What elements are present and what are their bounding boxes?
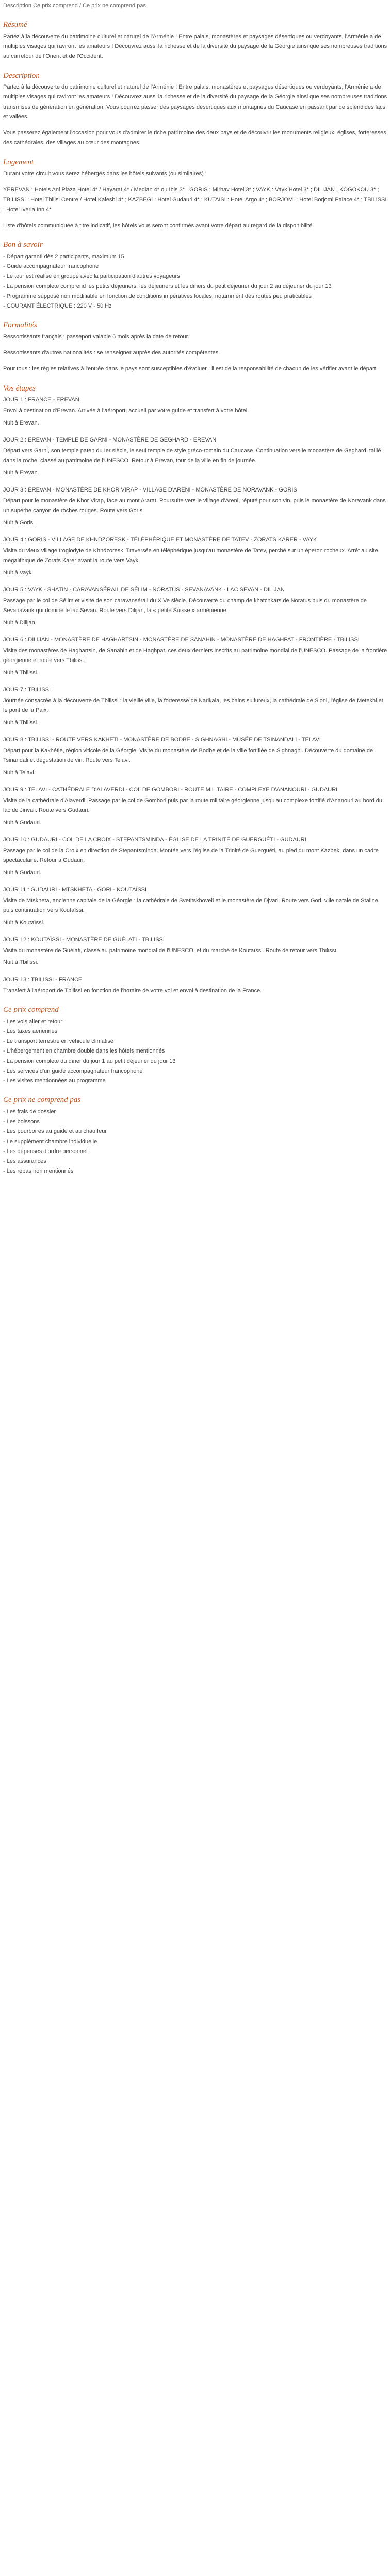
day-title: JOUR 6 : DILIJAN - MONASTÈRE DE HAGHARTSIN - MONASTÈRE DE SANAHIN - MONASTÈRE DE HAGHPAT - FRONTIÈRE - TBILISSI [3, 636, 360, 643]
formalities-paragraph: Ressortissants français : passeport valable 6 mois après la date de retour. [3, 333, 189, 340]
list-item: - Les repas non mentionnés [3, 1168, 74, 1175]
lodging-section [3, 158, 388, 231]
day-lodging: Nuit à Gudauri. [3, 869, 41, 876]
good-to-know-section [3, 240, 388, 311]
list-item: - Programme supposé non modifiable en fonction de conditions impératives locales, notamment des routes peu praticables [3, 293, 312, 299]
formalities-paragraph: Ressortissants d'autres nationalités : se renseigner auprès des autorités compétentes. [3, 350, 220, 356]
list-item: - Les pourboires au guide et au chauffeur [3, 1128, 107, 1135]
day-description: Départ pour la Kakhétie, région viticole de la Géorgie. Visite du monastère de Bodbe et de la ville fortifiée de Sighnaghi. Découverte du domaine de Tsinandali et dégustation de vin. Route vers Telavi. [3, 748, 373, 764]
day-description: Visite du vieux village troglodyte de Khndzoresk. Traversée en téléphérique jusqu'au monastère de Tatev, perché sur un éperon rocheux. Arrêt au site mégalithique de Zorats Karer avant la route vers Vayk. [3, 548, 378, 564]
day-title: JOUR 11 : GUDAURI - MTSKHETA - GORI - KOUTAÏSSI [3, 886, 147, 893]
day-lodging: Nuit à Dilijan. [3, 619, 37, 626]
day-description: Départ pour le monastère de Khor Virap, face au mont Ararat. Poursuite vers le village d'Areni, réputé pour son vin, puis le monastère de Noravank dans un superbe canyon de roches rouges. Route vers Goris. [3, 498, 386, 514]
day-lodging: Nuit à Tbilissi. [3, 959, 39, 966]
description-paragraph: Partez à la découverte du patrimoine culturel et naturel de l'Arménie ! Entre palais, monastères et paysages désertiques ou verdoyants, l'Arménie a de multiples visages qui raviront les amateurs ! Découvrez aussi la richesse et de la diversité du paysage de la Géorgie ainsi que ses nombreuses traditions transmises de génération en génération. Vous pourrez passer des paysages désertiques aux montagnes du Caucase en passant par de splendides lacs et vallées. [3, 84, 387, 120]
day-title: JOUR 13 : TBILISSI - FRANCE [3, 976, 83, 983]
list-item: - Les visites mentionnées au programme [3, 1078, 106, 1084]
list-item: - Les dépenses d'ordre personnel [3, 1148, 88, 1155]
list-item: - Les services d'un guide accompagnateur francophone [3, 1067, 143, 1074]
itinerary-day [3, 535, 388, 578]
day-title: JOUR 12 : KOUTAÏSSI - MONASTÈRE DE GUÉLATI - TBILISSI [3, 936, 165, 943]
list-item: - Les frais de dossier [3, 1108, 56, 1115]
list-item: - Les boissons [3, 1118, 40, 1125]
lodging-paragraph: YEREVAN : Hotels Ani Plaza Hotel 4* / Hayarat 4* / Median 4* ou Ibis 3* ; GORIS : Mirhav Hotel 3* ; VAYK : Vayk Hotel 3* ; DILIJAN : KOGOKOU 3* ; TBILISSI : Hotel Tbilisi Centre / Hotel Kaleshi 4* ; KAZBEGI : Hotel Gudauri 4* ; KUTAISI : Hotel Argo 4* ; BORJOMI : Hotel Borjomi Palace 4* ; TBILISSI : Hotel Iveria Inn 4* [3, 187, 387, 213]
summary-title: Résumé [3, 21, 27, 29]
itinerary-day [3, 735, 388, 778]
day-title: JOUR 9 : TELAVI - CATHÉDRALE D'ALAVERDI - COL DE GOMBORI - ROUTE MILITAIRE - COMPLEXE D'ANANOURI - GUDAURI [3, 786, 338, 793]
itinerary-day [3, 935, 388, 968]
formalities-title: Formalités [3, 321, 37, 330]
list-item: - Le transport terrestre en véhicule climatisé [3, 1038, 113, 1044]
day-lodging: Nuit à Erevan. [3, 469, 39, 476]
day-title: JOUR 3 : EREVAN - MONASTÈRE DE KHOR VIRAP - VILLAGE D'ARENI - MONASTÈRE DE NORAVANK - GORIS [3, 486, 297, 493]
day-description: Journée consacrée à la découverte de Tbilissi : la vieille ville, la forteresse de Narikala, les bains sulfureux, la cathédrale de Sioni, l'église de Metekhi et le pont de la Paix. [3, 698, 383, 714]
day-title: JOUR 4 : GORIS - VILLAGE DE KHNDZORESK - TÉLÉPHÉRIQUE ET MONASTÈRE DE TATEV - ZORATS KARER - VAYK [3, 536, 317, 543]
list-item: - Les taxes aériennes [3, 1028, 58, 1035]
description-paragraph: Vous passerez également l'occasion pour vous d'admirer le riche patrimoine des deux pays et de découvrir les monuments religieux, églises, forteresses, des cathédrales, des villages au cœur des montagnes. [3, 130, 388, 146]
lodging-paragraph: Liste d'hôtels communiquée à titre indicatif, les hôtels vous seront confirmés avant votre départ au regard de la disponibilité. [3, 223, 314, 229]
itinerary-day [3, 785, 388, 828]
list-item: - La pension complète comprend les petits déjeuners, les déjeuners et les dîners du petit déjeuner du jour 2 au déjeuner du jour 13 [3, 283, 332, 290]
formalities-section [3, 320, 388, 374]
day-lodging: Nuit à Gudauri. [3, 819, 41, 826]
day-lodging: Nuit à Tbilissi. [3, 669, 39, 676]
day-description: Visite des monastères de Haghartsin, de Sanahin et de Haghpat, ces deux derniers inscrits au patrimoine mondial de l'UNESCO. Passage de la frontière géorgienne et route vers Tbilissi. [3, 648, 387, 664]
breadcrumb: Description Ce prix comprend / Ce prix ne comprend pas [3, 3, 146, 9]
day-description: Visite de Mtskheta, ancienne capitale de la Géorgie : la cathédrale de Svetitskhoveli et le monastère de Djvari. Route vers Gori, ville natale de Staline, puis continuation vers Koutaïssi. [3, 897, 380, 914]
itinerary-day [3, 885, 388, 928]
day-description: Envol à destination d'Erevan. Arrivée à l'aéroport, accueil par votre guide et transfert à votre hôtel. [3, 408, 249, 414]
day-title: JOUR 1 : FRANCE - EREVAN [3, 397, 79, 403]
day-title: JOUR 10 : GUDAURI - COL DE LA CROIX - STEPANTSMINDA - ÉGLISE DE LA TRINITÉ DE GUERGUÉTI - GUDAURI [3, 836, 306, 843]
formalities-paragraph: Pour tous : les règles relatives à l'entrée dans le pays sont susceptibles d'évoluer ; il est de la responsabilité de chacun de les vérifier avant le départ. [3, 366, 378, 372]
day-lodging: Nuit à Erevan. [3, 419, 39, 426]
itinerary-day [3, 585, 388, 628]
day-title: JOUR 7 : TBILISSI [3, 686, 51, 693]
included-section [3, 1005, 388, 1086]
itinerary-day [3, 635, 388, 678]
list-item: - Les assurances [3, 1158, 46, 1164]
excluded-section [3, 1095, 388, 1176]
list-item: - Guide accompagnateur francophone [3, 263, 99, 269]
excluded-list [3, 1107, 388, 1177]
excluded-title: Ce prix ne comprend pas [3, 1096, 81, 1105]
day-lodging: Nuit à Vayk. [3, 569, 34, 576]
list-item: - La pension complète du dîner du jour 1 au petit déjeuner du jour 13 [3, 1058, 176, 1064]
included-title: Ce prix comprend [3, 1006, 59, 1014]
day-description: Visite de la cathédrale d'Alaverdi. Passage par le col de Gombori puis par la route militaire géorgienne jusqu'au complexe fortifié d'Ananouri au bord du lac de Jinvali. Route vers Gudauri. [3, 798, 382, 814]
day-lodging: Nuit à Koutaïssi. [3, 919, 45, 926]
summary-text: Partez à la découverte du patrimoine culturel et naturel de l'Arménie ! Entre palais, monastères et paysages désertiques ou verdoyants, l'Arménie a de multiples visages qui raviront les amateurs ! Découvrez aussi la richesse et de la diversité du paysage de la Géorgie ainsi que ses nombreuses traditions au carrefour de l'Orient et de l'Occident. [3, 33, 387, 60]
itinerary-day [3, 435, 388, 478]
offer-page [0, 0, 391, 1204]
list-item: - L'hébergement en chambre double dans les hôtels mentionnés [3, 1048, 165, 1055]
list-item: - Le tour est réalisé en groupe avec la participation d'autres voyageurs [3, 273, 180, 280]
itinerary-day [3, 485, 388, 528]
good-to-know-list [3, 252, 388, 312]
day-description: Transfert à l'aéroport de Tbilissi en fonction de l'horaire de votre vol et envol à destination de la France. [3, 987, 262, 994]
good-to-know-title: Bon à savoir [3, 241, 43, 249]
included-list [3, 1017, 388, 1087]
list-item: - COURANT ÉLECTRIQUE : 220 V - 50 Hz [3, 303, 112, 309]
day-description: Passage par le col de Sélim et visite de son caravansérail du XIVe siècle. Découverte du champ de khatchkars de Noratus puis du monastère de Sevanavank qui domine le lac Sevan. Route vers Dilijan, la « petite Suisse » arménienne. [3, 598, 367, 614]
day-lodging: Nuit à Telavi. [3, 769, 36, 776]
day-title: JOUR 8 : TBILISSI - ROUTE VERS KAKHETI - MONASTÈRE DE BODBE - SIGHNAGHI - MUSÉE DE TSINANDALI - TELAVI [3, 736, 321, 743]
day-description: Départ vers Garni, son temple païen du Ier siècle, le seul temple de style gréco-romain du Caucase. Continuation vers le monastère de Geghard, taillé dans la roche, classé au patrimoine de l'UNESCO. Retour à Erevan, tour de la ville en fin de journée. [3, 448, 381, 464]
day-lodging: Nuit à Goris. [3, 519, 35, 526]
lodging-title: Logement [3, 158, 34, 166]
description-title: Description [3, 71, 40, 80]
list-item: - Le supplément chambre individuelle [3, 1138, 97, 1145]
itinerary-day [3, 975, 388, 996]
itinerary-day [3, 395, 388, 428]
lodging-paragraph: Durant votre circuit vous serez hébergés dans les hôtels suivants (ou similaires) : [3, 171, 207, 177]
day-title: JOUR 5 : VAYK - SHATIN - CARAVANSÉRAIL DE SÉLIM - NORATUS - SEVANAVANK - LAC SEVAN - DILIJAN [3, 586, 285, 593]
day-description: Passage par le col de la Croix en direction de Stepantsminda. Montée vers l'église de la Trinité de Guerguéti, au pied du mont Kazbek, dans un cadre spectaculaire. Retour à Gudauri. [3, 848, 379, 864]
description-section [3, 71, 388, 148]
day-description: Visite du monastère de Guélati, classé au patrimoine mondial de l'UNESCO, et du marché de Koutaïssi. Route de retour vers Tbilissi. [3, 947, 338, 954]
itinerary-day [3, 835, 388, 878]
day-title: JOUR 2 : EREVAN - TEMPLE DE GARNI - MONASTÈRE DE GEGHARD - EREVAN [3, 436, 217, 443]
summary-section [3, 20, 388, 61]
itinerary-day [3, 685, 388, 728]
list-item: - Les vols aller et retour [3, 1018, 62, 1025]
day-lodging: Nuit à Tbilissi. [3, 719, 39, 726]
itinerary-title: Vos étapes [3, 384, 36, 393]
list-item: - Départ garanti dès 2 participants, maximum 15 [3, 253, 124, 260]
itinerary-section [3, 384, 388, 996]
